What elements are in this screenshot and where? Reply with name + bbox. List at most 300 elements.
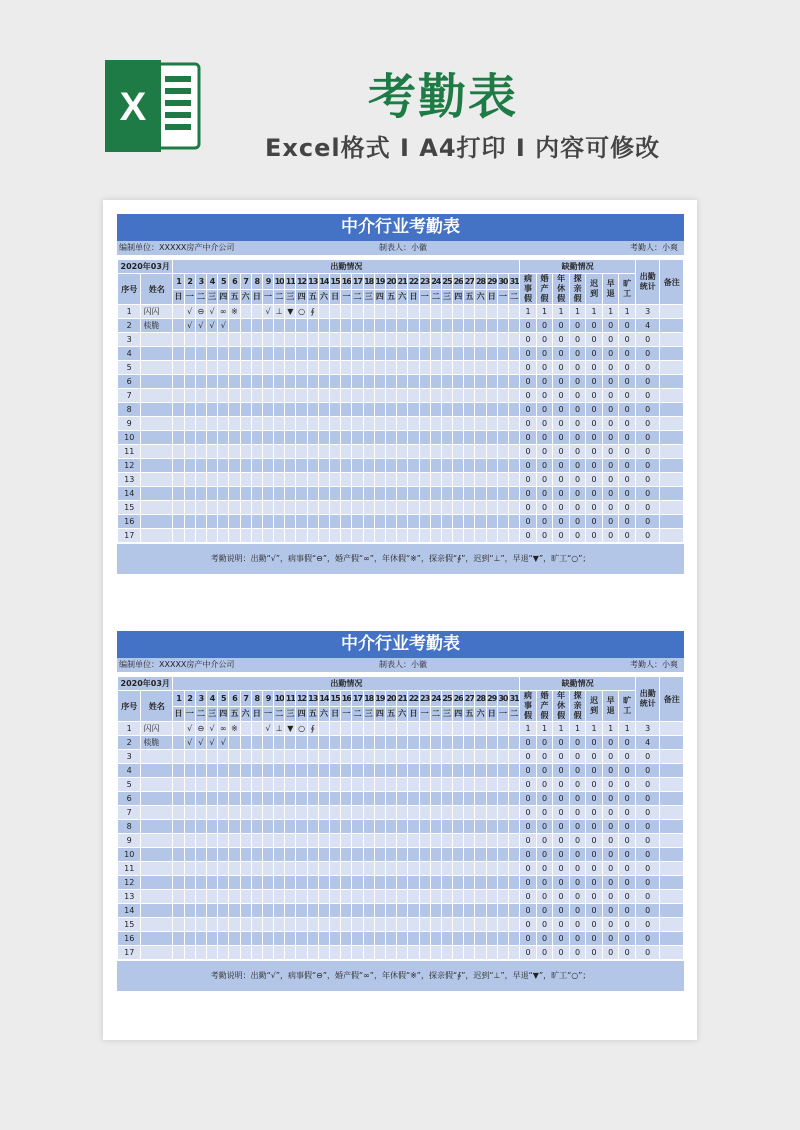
attendance-mark[interactable] bbox=[296, 445, 307, 459]
attendance-mark[interactable] bbox=[240, 361, 251, 375]
attendance-mark[interactable] bbox=[464, 792, 475, 806]
attendance-mark[interactable] bbox=[497, 918, 508, 932]
employee-name[interactable] bbox=[141, 946, 173, 960]
attendance-mark[interactable] bbox=[229, 403, 240, 417]
attendance-mark[interactable]: √ bbox=[184, 319, 195, 333]
attendance-mark[interactable] bbox=[251, 403, 262, 417]
remark-cell[interactable] bbox=[660, 389, 684, 403]
attendance-mark[interactable] bbox=[408, 876, 419, 890]
attendance-mark[interactable] bbox=[497, 876, 508, 890]
remark-cell[interactable] bbox=[660, 529, 684, 543]
attendance-mark[interactable] bbox=[397, 932, 408, 946]
attendance-mark[interactable] bbox=[274, 515, 285, 529]
attendance-mark[interactable] bbox=[285, 389, 296, 403]
attendance-mark[interactable]: ⊖ bbox=[195, 722, 206, 736]
attendance-mark[interactable] bbox=[363, 529, 374, 543]
attendance-mark[interactable] bbox=[296, 501, 307, 515]
attendance-mark[interactable] bbox=[486, 862, 497, 876]
attendance-mark[interactable] bbox=[441, 820, 452, 834]
attendance-mark[interactable] bbox=[430, 515, 441, 529]
attendance-mark[interactable] bbox=[453, 904, 464, 918]
attendance-mark[interactable] bbox=[173, 778, 184, 792]
attendance-mark[interactable] bbox=[296, 417, 307, 431]
attendance-mark[interactable] bbox=[218, 431, 229, 445]
attendance-mark[interactable] bbox=[218, 333, 229, 347]
attendance-mark[interactable] bbox=[397, 333, 408, 347]
attendance-mark[interactable] bbox=[430, 848, 441, 862]
employee-name[interactable] bbox=[141, 347, 173, 361]
attendance-mark[interactable] bbox=[206, 750, 217, 764]
attendance-mark[interactable] bbox=[464, 375, 475, 389]
attendance-mark[interactable] bbox=[240, 417, 251, 431]
attendance-mark[interactable] bbox=[330, 750, 341, 764]
remark-cell[interactable] bbox=[660, 487, 684, 501]
attendance-mark[interactable] bbox=[251, 834, 262, 848]
attendance-mark[interactable] bbox=[206, 361, 217, 375]
attendance-mark[interactable] bbox=[318, 862, 329, 876]
attendance-mark[interactable] bbox=[218, 515, 229, 529]
attendance-mark[interactable] bbox=[195, 932, 206, 946]
attendance-mark[interactable] bbox=[285, 319, 296, 333]
attendance-mark[interactable] bbox=[441, 347, 452, 361]
attendance-mark[interactable] bbox=[430, 445, 441, 459]
attendance-mark[interactable] bbox=[419, 473, 430, 487]
attendance-mark[interactable] bbox=[285, 473, 296, 487]
attendance-mark[interactable] bbox=[509, 848, 520, 862]
attendance-mark[interactable] bbox=[330, 876, 341, 890]
attendance-mark[interactable] bbox=[430, 820, 441, 834]
employee-name[interactable] bbox=[141, 389, 173, 403]
attendance-mark[interactable] bbox=[251, 778, 262, 792]
attendance-mark[interactable] bbox=[218, 403, 229, 417]
attendance-mark[interactable] bbox=[430, 764, 441, 778]
attendance-mark[interactable] bbox=[184, 487, 195, 501]
attendance-mark[interactable] bbox=[419, 778, 430, 792]
attendance-mark[interactable] bbox=[184, 473, 195, 487]
attendance-mark[interactable] bbox=[374, 389, 385, 403]
attendance-mark[interactable] bbox=[397, 501, 408, 515]
attendance-mark[interactable] bbox=[464, 904, 475, 918]
attendance-mark[interactable] bbox=[497, 890, 508, 904]
attendance-mark[interactable] bbox=[441, 918, 452, 932]
attendance-mark[interactable] bbox=[206, 862, 217, 876]
attendance-mark[interactable] bbox=[363, 515, 374, 529]
attendance-mark[interactable] bbox=[441, 333, 452, 347]
employee-name[interactable]: 闪闪 bbox=[141, 722, 173, 736]
attendance-mark[interactable] bbox=[240, 862, 251, 876]
attendance-mark[interactable] bbox=[464, 862, 475, 876]
attendance-mark[interactable] bbox=[262, 361, 273, 375]
attendance-mark[interactable] bbox=[318, 890, 329, 904]
attendance-mark[interactable] bbox=[195, 473, 206, 487]
attendance-mark[interactable] bbox=[486, 389, 497, 403]
attendance-mark[interactable] bbox=[397, 361, 408, 375]
attendance-mark[interactable] bbox=[285, 834, 296, 848]
attendance-mark[interactable] bbox=[206, 375, 217, 389]
employee-name[interactable] bbox=[141, 417, 173, 431]
attendance-mark[interactable] bbox=[307, 459, 318, 473]
attendance-mark[interactable] bbox=[251, 473, 262, 487]
attendance-mark[interactable] bbox=[408, 834, 419, 848]
attendance-mark[interactable] bbox=[184, 529, 195, 543]
attendance-mark[interactable] bbox=[408, 890, 419, 904]
attendance-mark[interactable] bbox=[262, 431, 273, 445]
attendance-mark[interactable] bbox=[318, 487, 329, 501]
attendance-mark[interactable] bbox=[475, 445, 486, 459]
attendance-mark[interactable] bbox=[206, 792, 217, 806]
attendance-mark[interactable] bbox=[173, 375, 184, 389]
attendance-mark[interactable] bbox=[218, 946, 229, 960]
attendance-mark[interactable] bbox=[441, 417, 452, 431]
attendance-mark[interactable] bbox=[453, 778, 464, 792]
attendance-mark[interactable] bbox=[195, 834, 206, 848]
attendance-mark[interactable] bbox=[475, 834, 486, 848]
attendance-mark[interactable] bbox=[285, 876, 296, 890]
attendance-mark[interactable] bbox=[497, 319, 508, 333]
attendance-mark[interactable] bbox=[240, 487, 251, 501]
attendance-mark[interactable] bbox=[385, 305, 396, 319]
attendance-mark[interactable] bbox=[173, 319, 184, 333]
attendance-mark[interactable] bbox=[274, 347, 285, 361]
attendance-mark[interactable] bbox=[497, 792, 508, 806]
attendance-mark[interactable] bbox=[285, 501, 296, 515]
attendance-mark[interactable] bbox=[464, 501, 475, 515]
attendance-mark[interactable] bbox=[318, 375, 329, 389]
employee-name[interactable] bbox=[141, 904, 173, 918]
attendance-mark[interactable] bbox=[307, 361, 318, 375]
attendance-mark[interactable] bbox=[206, 890, 217, 904]
attendance-mark[interactable] bbox=[509, 487, 520, 501]
attendance-mark[interactable]: ※ bbox=[229, 305, 240, 319]
attendance-mark[interactable] bbox=[274, 820, 285, 834]
attendance-mark[interactable] bbox=[397, 459, 408, 473]
attendance-mark[interactable] bbox=[330, 445, 341, 459]
attendance-mark[interactable]: √ bbox=[206, 722, 217, 736]
attendance-mark[interactable] bbox=[274, 946, 285, 960]
attendance-mark[interactable] bbox=[307, 918, 318, 932]
attendance-mark[interactable] bbox=[453, 918, 464, 932]
attendance-mark[interactable] bbox=[453, 750, 464, 764]
attendance-mark[interactable] bbox=[330, 501, 341, 515]
attendance-mark[interactable] bbox=[173, 904, 184, 918]
attendance-mark[interactable] bbox=[497, 862, 508, 876]
attendance-mark[interactable] bbox=[206, 778, 217, 792]
attendance-mark[interactable] bbox=[419, 501, 430, 515]
attendance-mark[interactable] bbox=[240, 459, 251, 473]
attendance-mark[interactable] bbox=[385, 918, 396, 932]
attendance-mark[interactable] bbox=[262, 389, 273, 403]
attendance-mark[interactable] bbox=[419, 890, 430, 904]
attendance-mark[interactable] bbox=[397, 417, 408, 431]
attendance-mark[interactable] bbox=[408, 932, 419, 946]
attendance-mark[interactable] bbox=[475, 487, 486, 501]
attendance-mark[interactable] bbox=[453, 403, 464, 417]
attendance-mark[interactable] bbox=[352, 403, 363, 417]
attendance-mark[interactable] bbox=[486, 904, 497, 918]
attendance-mark[interactable] bbox=[262, 932, 273, 946]
employee-name[interactable] bbox=[141, 890, 173, 904]
attendance-mark[interactable] bbox=[251, 389, 262, 403]
attendance-mark[interactable] bbox=[363, 722, 374, 736]
attendance-mark[interactable] bbox=[397, 319, 408, 333]
attendance-mark[interactable] bbox=[262, 806, 273, 820]
attendance-mark[interactable] bbox=[330, 722, 341, 736]
attendance-mark[interactable] bbox=[173, 417, 184, 431]
attendance-mark[interactable] bbox=[330, 890, 341, 904]
attendance-mark[interactable]: ∞ bbox=[218, 722, 229, 736]
attendance-mark[interactable] bbox=[430, 389, 441, 403]
attendance-mark[interactable] bbox=[509, 361, 520, 375]
attendance-mark[interactable] bbox=[497, 848, 508, 862]
attendance-mark[interactable] bbox=[195, 750, 206, 764]
attendance-mark[interactable] bbox=[173, 946, 184, 960]
attendance-mark[interactable] bbox=[408, 722, 419, 736]
attendance-mark[interactable] bbox=[374, 431, 385, 445]
attendance-mark[interactable] bbox=[206, 473, 217, 487]
attendance-mark[interactable] bbox=[486, 932, 497, 946]
remark-cell[interactable] bbox=[660, 932, 684, 946]
attendance-mark[interactable]: √ bbox=[262, 722, 273, 736]
attendance-mark[interactable] bbox=[330, 459, 341, 473]
attendance-mark[interactable] bbox=[441, 834, 452, 848]
attendance-mark[interactable] bbox=[430, 347, 441, 361]
attendance-mark[interactable] bbox=[453, 890, 464, 904]
attendance-mark[interactable] bbox=[274, 501, 285, 515]
attendance-mark[interactable] bbox=[453, 764, 464, 778]
attendance-mark[interactable] bbox=[363, 333, 374, 347]
attendance-mark[interactable] bbox=[453, 722, 464, 736]
attendance-mark[interactable] bbox=[464, 473, 475, 487]
remark-cell[interactable] bbox=[660, 848, 684, 862]
attendance-mark[interactable] bbox=[374, 946, 385, 960]
attendance-mark[interactable] bbox=[509, 890, 520, 904]
attendance-mark[interactable] bbox=[497, 820, 508, 834]
attendance-mark[interactable] bbox=[262, 946, 273, 960]
employee-name[interactable] bbox=[141, 862, 173, 876]
attendance-mark[interactable] bbox=[430, 876, 441, 890]
attendance-mark[interactable] bbox=[173, 431, 184, 445]
remark-cell[interactable] bbox=[660, 375, 684, 389]
attendance-mark[interactable] bbox=[352, 445, 363, 459]
attendance-mark[interactable] bbox=[464, 431, 475, 445]
attendance-mark[interactable] bbox=[240, 904, 251, 918]
attendance-mark[interactable] bbox=[262, 319, 273, 333]
attendance-mark[interactable] bbox=[385, 501, 396, 515]
attendance-mark[interactable] bbox=[173, 862, 184, 876]
attendance-mark[interactable] bbox=[195, 862, 206, 876]
attendance-mark[interactable] bbox=[229, 876, 240, 890]
attendance-mark[interactable] bbox=[464, 764, 475, 778]
attendance-mark[interactable] bbox=[218, 848, 229, 862]
employee-name[interactable] bbox=[141, 778, 173, 792]
attendance-mark[interactable] bbox=[363, 403, 374, 417]
attendance-mark[interactable] bbox=[262, 375, 273, 389]
attendance-mark[interactable] bbox=[397, 403, 408, 417]
attendance-mark[interactable] bbox=[385, 792, 396, 806]
attendance-mark[interactable] bbox=[475, 431, 486, 445]
attendance-mark[interactable] bbox=[419, 792, 430, 806]
attendance-mark[interactable] bbox=[475, 305, 486, 319]
attendance-mark[interactable] bbox=[184, 445, 195, 459]
attendance-mark[interactable] bbox=[341, 375, 352, 389]
attendance-mark[interactable]: √ bbox=[206, 736, 217, 750]
attendance-mark[interactable] bbox=[262, 347, 273, 361]
attendance-mark[interactable] bbox=[352, 431, 363, 445]
attendance-mark[interactable] bbox=[285, 806, 296, 820]
attendance-mark[interactable] bbox=[374, 347, 385, 361]
attendance-mark[interactable] bbox=[385, 361, 396, 375]
attendance-mark[interactable] bbox=[475, 848, 486, 862]
attendance-mark[interactable] bbox=[497, 459, 508, 473]
attendance-mark[interactable] bbox=[408, 764, 419, 778]
attendance-mark[interactable] bbox=[206, 515, 217, 529]
employee-name[interactable] bbox=[141, 764, 173, 778]
attendance-mark[interactable]: √ bbox=[184, 305, 195, 319]
attendance-mark[interactable] bbox=[330, 431, 341, 445]
attendance-mark[interactable] bbox=[352, 487, 363, 501]
attendance-mark[interactable] bbox=[274, 862, 285, 876]
attendance-mark[interactable] bbox=[352, 722, 363, 736]
attendance-mark[interactable] bbox=[408, 389, 419, 403]
attendance-mark[interactable] bbox=[173, 932, 184, 946]
attendance-mark[interactable] bbox=[486, 778, 497, 792]
attendance-mark[interactable] bbox=[430, 417, 441, 431]
attendance-mark[interactable] bbox=[374, 736, 385, 750]
attendance-mark[interactable] bbox=[464, 417, 475, 431]
attendance-mark[interactable] bbox=[229, 375, 240, 389]
attendance-mark[interactable] bbox=[497, 904, 508, 918]
attendance-mark[interactable] bbox=[408, 375, 419, 389]
attendance-mark[interactable] bbox=[352, 347, 363, 361]
attendance-mark[interactable] bbox=[251, 820, 262, 834]
remark-cell[interactable] bbox=[660, 722, 684, 736]
attendance-mark[interactable] bbox=[251, 890, 262, 904]
attendance-mark[interactable] bbox=[397, 529, 408, 543]
attendance-mark[interactable] bbox=[251, 862, 262, 876]
attendance-mark[interactable] bbox=[184, 946, 195, 960]
attendance-mark[interactable] bbox=[240, 890, 251, 904]
attendance-mark[interactable] bbox=[486, 473, 497, 487]
attendance-mark[interactable] bbox=[229, 333, 240, 347]
attendance-mark[interactable] bbox=[419, 389, 430, 403]
attendance-mark[interactable] bbox=[173, 501, 184, 515]
attendance-mark[interactable] bbox=[318, 529, 329, 543]
attendance-mark[interactable] bbox=[195, 445, 206, 459]
attendance-mark[interactable] bbox=[374, 529, 385, 543]
attendance-mark[interactable] bbox=[374, 473, 385, 487]
remark-cell[interactable] bbox=[660, 403, 684, 417]
attendance-mark[interactable] bbox=[274, 918, 285, 932]
attendance-mark[interactable] bbox=[240, 445, 251, 459]
attendance-mark[interactable] bbox=[240, 946, 251, 960]
attendance-mark[interactable] bbox=[285, 778, 296, 792]
remark-cell[interactable] bbox=[660, 501, 684, 515]
remark-cell[interactable] bbox=[660, 736, 684, 750]
attendance-mark[interactable] bbox=[318, 403, 329, 417]
employee-name[interactable] bbox=[141, 403, 173, 417]
attendance-mark[interactable] bbox=[486, 487, 497, 501]
attendance-mark[interactable] bbox=[464, 333, 475, 347]
attendance-mark[interactable] bbox=[184, 890, 195, 904]
attendance-mark[interactable] bbox=[352, 820, 363, 834]
attendance-mark[interactable] bbox=[464, 389, 475, 403]
attendance-mark[interactable] bbox=[385, 736, 396, 750]
attendance-mark[interactable] bbox=[307, 529, 318, 543]
attendance-mark[interactable] bbox=[397, 862, 408, 876]
attendance-mark[interactable] bbox=[352, 529, 363, 543]
attendance-mark[interactable] bbox=[274, 417, 285, 431]
attendance-mark[interactable] bbox=[285, 792, 296, 806]
attendance-mark[interactable] bbox=[318, 389, 329, 403]
attendance-mark[interactable] bbox=[296, 389, 307, 403]
attendance-mark[interactable] bbox=[285, 403, 296, 417]
attendance-mark[interactable] bbox=[184, 778, 195, 792]
attendance-mark[interactable] bbox=[486, 722, 497, 736]
attendance-mark[interactable] bbox=[486, 834, 497, 848]
attendance-mark[interactable] bbox=[408, 417, 419, 431]
attendance-mark[interactable] bbox=[274, 375, 285, 389]
attendance-mark[interactable] bbox=[486, 445, 497, 459]
attendance-mark[interactable] bbox=[397, 736, 408, 750]
attendance-mark[interactable] bbox=[397, 764, 408, 778]
remark-cell[interactable] bbox=[660, 876, 684, 890]
attendance-mark[interactable] bbox=[206, 932, 217, 946]
attendance-mark[interactable] bbox=[464, 722, 475, 736]
attendance-mark[interactable] bbox=[206, 487, 217, 501]
attendance-mark[interactable] bbox=[229, 792, 240, 806]
attendance-mark[interactable] bbox=[430, 487, 441, 501]
attendance-mark[interactable] bbox=[352, 806, 363, 820]
remark-cell[interactable] bbox=[660, 806, 684, 820]
attendance-mark[interactable] bbox=[363, 764, 374, 778]
attendance-mark[interactable] bbox=[497, 515, 508, 529]
attendance-mark[interactable] bbox=[318, 792, 329, 806]
attendance-mark[interactable] bbox=[374, 876, 385, 890]
attendance-mark[interactable] bbox=[430, 375, 441, 389]
attendance-mark[interactable] bbox=[408, 820, 419, 834]
attendance-mark[interactable] bbox=[251, 361, 262, 375]
attendance-mark[interactable] bbox=[229, 736, 240, 750]
attendance-mark[interactable] bbox=[441, 431, 452, 445]
attendance-mark[interactable] bbox=[206, 431, 217, 445]
attendance-mark[interactable] bbox=[195, 431, 206, 445]
attendance-mark[interactable] bbox=[206, 918, 217, 932]
attendance-mark[interactable] bbox=[296, 529, 307, 543]
attendance-mark[interactable] bbox=[341, 736, 352, 750]
attendance-mark[interactable] bbox=[307, 347, 318, 361]
attendance-mark[interactable] bbox=[195, 403, 206, 417]
attendance-mark[interactable] bbox=[441, 361, 452, 375]
attendance-mark[interactable] bbox=[229, 361, 240, 375]
attendance-mark[interactable] bbox=[374, 750, 385, 764]
attendance-mark[interactable] bbox=[419, 932, 430, 946]
attendance-mark[interactable] bbox=[229, 515, 240, 529]
attendance-mark[interactable] bbox=[330, 848, 341, 862]
attendance-mark[interactable] bbox=[296, 515, 307, 529]
attendance-mark[interactable] bbox=[430, 890, 441, 904]
attendance-mark[interactable] bbox=[318, 361, 329, 375]
attendance-mark[interactable] bbox=[363, 445, 374, 459]
attendance-mark[interactable] bbox=[195, 459, 206, 473]
attendance-mark[interactable] bbox=[453, 876, 464, 890]
attendance-mark[interactable]: √ bbox=[218, 319, 229, 333]
attendance-mark[interactable] bbox=[184, 389, 195, 403]
attendance-mark[interactable] bbox=[285, 820, 296, 834]
attendance-mark[interactable] bbox=[251, 347, 262, 361]
attendance-mark[interactable] bbox=[262, 764, 273, 778]
attendance-mark[interactable] bbox=[397, 848, 408, 862]
attendance-mark[interactable] bbox=[509, 529, 520, 543]
